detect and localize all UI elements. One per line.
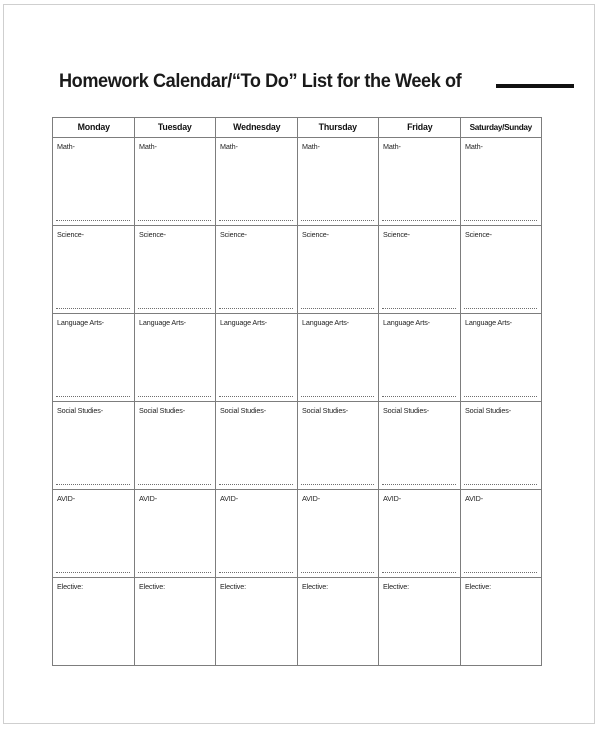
subject-label-elective: Elective: — [138, 582, 165, 591]
section-separator-line — [464, 220, 538, 221]
cell-content — [379, 402, 460, 489]
cell-social_studies-friday[interactable] — [379, 402, 461, 490]
homework-calendar-table — [52, 117, 542, 666]
section-separator-line — [301, 484, 375, 485]
cell-content — [461, 138, 542, 225]
section-separator-line — [138, 308, 212, 309]
subject-label-social_studies: Social Studies- — [138, 406, 185, 415]
cell-math-wednesday[interactable] — [216, 138, 298, 226]
subject-label-social_studies: Social Studies- — [383, 406, 429, 415]
section-separator-line — [56, 396, 130, 397]
cell-math-tuesday[interactable] — [134, 138, 216, 226]
section-separator-line — [382, 308, 456, 309]
subject-label-math: Math- — [464, 142, 483, 151]
printable-page — [3, 4, 595, 724]
subject-label-social_studies: Social Studies- — [220, 406, 266, 415]
cell-elective-monday[interactable] — [53, 578, 135, 666]
cell-math-thursday[interactable] — [297, 138, 379, 226]
section-separator-line — [464, 308, 538, 309]
cell-avid-wednesday[interactable] — [216, 490, 298, 578]
cell-social_studies-monday[interactable] — [53, 402, 135, 490]
page-title — [59, 57, 574, 91]
cell-avid-tuesday[interactable] — [134, 490, 216, 578]
subject-label-science: Science- — [220, 230, 247, 239]
cell-content — [461, 578, 542, 665]
calendar-row-avid — [53, 490, 542, 578]
section-separator-line — [56, 308, 130, 309]
subject-label-language_arts: Language Arts- — [57, 318, 104, 327]
subject-label-science: Science- — [57, 230, 84, 239]
column-header-wednesday: Wednesday — [217, 118, 295, 138]
section-separator-line — [382, 220, 456, 221]
cell-content — [216, 578, 297, 665]
cell-content — [379, 578, 460, 665]
cell-avid-thursday[interactable] — [297, 490, 379, 578]
cell-social_studies-saturday_sunday[interactable] — [460, 402, 542, 490]
section-separator-line — [464, 396, 538, 397]
cell-content — [135, 402, 216, 489]
cell-science-thursday[interactable] — [297, 226, 379, 314]
section-separator-line — [464, 572, 538, 573]
subject-label-language_arts: Language Arts- — [220, 318, 267, 327]
cell-elective-wednesday[interactable] — [216, 578, 298, 666]
cell-language_arts-thursday[interactable] — [297, 314, 379, 402]
column-header-monday: Monday — [54, 118, 132, 138]
section-separator-line — [301, 220, 375, 221]
cell-content — [216, 402, 297, 489]
subject-label-elective: Elective: — [220, 582, 246, 591]
cell-language_arts-saturday_sunday[interactable] — [460, 314, 542, 402]
subject-label-elective: Elective: — [301, 582, 328, 591]
column-header-friday: Friday — [380, 118, 458, 138]
subject-label-avid: AVID- — [220, 494, 239, 503]
subject-label-science: Science- — [138, 230, 166, 239]
section-separator-line — [138, 220, 212, 221]
subject-label-avid: AVID- — [383, 494, 402, 503]
calendar-row-elective — [53, 578, 542, 666]
subject-label-math: Math- — [301, 142, 320, 151]
subject-label-social_studies: Social Studies- — [464, 406, 511, 415]
cell-avid-friday[interactable] — [379, 490, 461, 578]
cell-content — [461, 226, 542, 313]
section-separator-line — [219, 572, 293, 573]
cell-language_arts-tuesday[interactable] — [134, 314, 216, 402]
cell-content — [53, 490, 134, 577]
subject-label-avid: AVID- — [57, 494, 76, 503]
cell-elective-thursday[interactable] — [297, 578, 379, 666]
cell-science-monday[interactable] — [53, 226, 135, 314]
cell-math-friday[interactable] — [379, 138, 461, 226]
section-separator-line — [219, 484, 293, 485]
cell-content — [53, 402, 134, 489]
section-separator-line — [382, 484, 456, 485]
column-header-saturday-sunday: Saturday/Sunday — [462, 118, 540, 138]
calendar-body — [53, 138, 542, 666]
subject-label-language_arts: Language Arts- — [464, 318, 512, 327]
cell-content — [53, 138, 134, 225]
section-separator-line — [56, 220, 130, 221]
section-separator-line — [138, 572, 212, 573]
cell-content — [135, 314, 216, 401]
cell-content — [379, 138, 460, 225]
section-separator-line — [301, 308, 375, 309]
cell-content — [379, 490, 460, 577]
calendar-row-science — [53, 226, 542, 314]
cell-elective-tuesday[interactable] — [134, 578, 216, 666]
cell-content — [461, 314, 542, 401]
cell-avid-monday[interactable] — [53, 490, 135, 578]
section-separator-line — [301, 572, 375, 573]
subject-label-science: Science- — [383, 230, 410, 239]
subject-label-language_arts: Language Arts- — [301, 318, 349, 327]
cell-math-monday[interactable] — [53, 138, 135, 226]
cell-content — [461, 490, 542, 577]
section-separator-line — [382, 572, 456, 573]
cell-avid-saturday_sunday[interactable] — [460, 490, 542, 578]
subject-label-avid: AVID- — [138, 494, 157, 503]
cell-content — [379, 226, 460, 313]
cell-content — [135, 138, 216, 225]
subject-label-math: Math- — [57, 142, 75, 151]
cell-content — [135, 226, 216, 313]
subject-label-math: Math- — [138, 142, 157, 151]
cell-elective-friday[interactable] — [379, 578, 461, 666]
cell-content — [53, 578, 134, 665]
cell-content — [216, 314, 297, 401]
calendar-row-math — [53, 138, 542, 226]
subject-label-avid: AVID- — [464, 494, 483, 503]
page-title-text: Homework Calendar/“To Do” List for the Week of — [59, 69, 462, 92]
subject-label-elective: Elective: — [57, 582, 83, 591]
subject-label-language_arts: Language Arts- — [138, 318, 186, 327]
section-separator-line — [56, 484, 130, 485]
subject-label-elective: Elective: — [464, 582, 491, 591]
cell-language_arts-friday[interactable] — [379, 314, 461, 402]
week-of-blank-line[interactable] — [496, 84, 574, 88]
subject-label-social_studies: Social Studies- — [301, 406, 348, 415]
cell-science-wednesday[interactable] — [216, 226, 298, 314]
cell-content — [461, 402, 542, 489]
cell-content — [135, 490, 216, 577]
cell-social_studies-wednesday[interactable] — [216, 402, 298, 490]
calendar-row-language_arts — [53, 314, 542, 402]
cell-content — [298, 314, 379, 401]
cell-language_arts-wednesday[interactable] — [216, 314, 298, 402]
section-separator-line — [301, 396, 375, 397]
cell-content — [298, 226, 379, 313]
cell-math-saturday_sunday[interactable] — [460, 138, 542, 226]
section-separator-line — [219, 396, 293, 397]
subject-label-math: Math- — [383, 142, 401, 151]
subject-label-avid: AVID- — [301, 494, 320, 503]
subject-label-elective: Elective: — [383, 582, 409, 591]
column-header-thursday: Thursday — [299, 118, 377, 138]
subject-label-social_studies: Social Studies- — [57, 406, 103, 415]
cell-content — [216, 138, 297, 225]
cell-social_studies-thursday[interactable] — [297, 402, 379, 490]
section-separator-line — [138, 484, 212, 485]
cell-content — [298, 578, 379, 665]
cell-science-friday[interactable] — [379, 226, 461, 314]
cell-content — [216, 490, 297, 577]
cell-science-saturday_sunday[interactable] — [460, 226, 542, 314]
subject-label-science: Science- — [301, 230, 329, 239]
cell-content — [216, 226, 297, 313]
calendar-row-social_studies — [53, 402, 542, 490]
cell-content — [298, 402, 379, 489]
calendar-header-row — [53, 118, 542, 138]
cell-content — [298, 490, 379, 577]
cell-content — [379, 314, 460, 401]
section-separator-line — [464, 484, 538, 485]
cell-social_studies-tuesday[interactable] — [134, 402, 216, 490]
cell-elective-saturday_sunday[interactable] — [460, 578, 542, 666]
cell-content — [298, 138, 379, 225]
section-separator-line — [138, 396, 212, 397]
cell-science-tuesday[interactable] — [134, 226, 216, 314]
subject-label-math: Math- — [220, 142, 238, 151]
column-header-tuesday: Tuesday — [136, 118, 214, 138]
section-separator-line — [382, 396, 456, 397]
cell-content — [135, 578, 216, 665]
cell-content — [53, 226, 134, 313]
cell-language_arts-monday[interactable] — [53, 314, 135, 402]
section-separator-line — [219, 220, 293, 221]
subject-label-science: Science- — [464, 230, 492, 239]
cell-content — [53, 314, 134, 401]
section-separator-line — [219, 308, 293, 309]
subject-label-language_arts: Language Arts- — [383, 318, 430, 327]
section-separator-line — [56, 572, 130, 573]
